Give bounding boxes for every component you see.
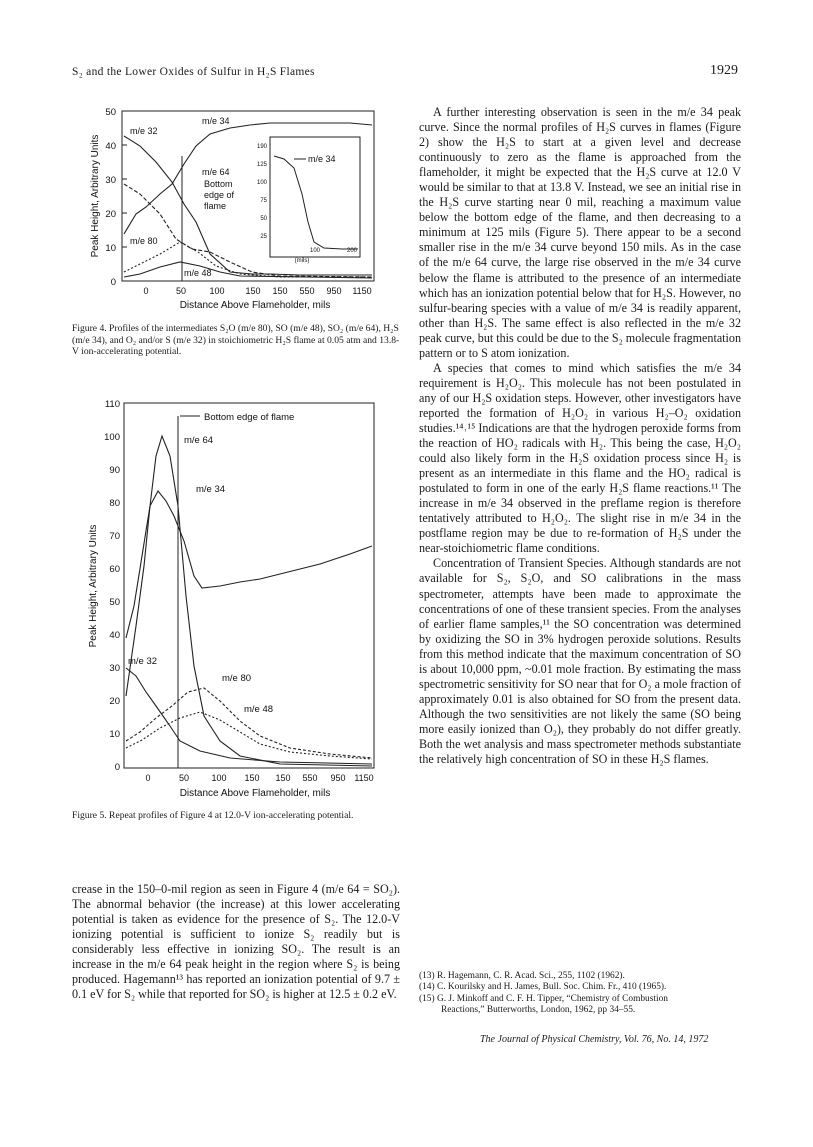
fig4-inset-ytick: 100 <box>256 180 267 186</box>
fig5-xtick: 50 <box>178 773 190 783</box>
fig4-xtick: 0 <box>143 286 149 296</box>
fig4-label-m80: m/e 80 <box>130 236 158 246</box>
fig5-xtick: 550 <box>302 773 318 783</box>
body-left-column <box>72 882 400 1002</box>
fig4-ylabel: Peak Height, Arbitrary Units <box>90 134 101 258</box>
figure-4 <box>80 104 380 312</box>
fig5-xtick: 0 <box>145 773 151 783</box>
fig4-ytick: 30 <box>105 175 116 186</box>
page-number: 1929 <box>710 63 738 78</box>
fig4-label-m34-inset: m/e 34 <box>308 154 336 164</box>
fig4-inset-units: (mils) <box>294 258 310 264</box>
fig4-inset-xtick: 100 <box>309 248 321 254</box>
fig4-label-m48: m/e 48 <box>184 268 212 278</box>
fig4-xtick: 150 <box>245 286 261 296</box>
body-right-paragraph: A further interesting observation is seen in the m/e 34 peak curve. Since the normal profiles of H₂S curves in flames (Figure 2) show the H₂S to start at a given level and decrease continuously to zero as the flame is approached from the flameholder, it might be expected that the H₂S curve at 12.0 V would be similar to that at 13.8 V. Instead, we see an initial rise in the H₂S curve starting near 0 mil, reaching a maximum value below the bottom edge of the flame, and then decreasing to a minimum at 125 mils (Figure 5). There appear to be a second smaller rise in the m/e 34 curve beyond 150 mils. As in the case of the m/e 64 curve, the large rise observed in the m/e 34 curve below the flame is attributed to the presence of an intermediate which has an ionization potential below that for H₂S. However, no sulfur-bearing species with a value of m/e 34 is readily apparent, other than H₂S. The same effect is also reflected in the m/e 32 peak curve, but this could be due to the S₂ molecule fragmentation pattern or to S atom ionization. <box>419 105 741 360</box>
running-title: S₂ and the Lower Oxides of Sulfur in H₂S Flames <box>72 66 315 78</box>
fig5-ytick: 30 <box>109 663 120 674</box>
fig5-ytick: 80 <box>109 498 120 509</box>
fig5-label-m34: m/e 34 <box>196 484 226 495</box>
fig5-xtick: 100 <box>211 773 227 783</box>
fig5-xtick: 150 <box>244 773 260 783</box>
fig5-ytick: 90 <box>109 465 120 476</box>
fig4-inset-ytick: 190 <box>256 144 267 150</box>
fig5-ytick: 20 <box>109 696 120 707</box>
fig4-xtick: 1150 <box>352 286 372 296</box>
fig4-ytick: 10 <box>105 243 116 254</box>
fig4-ytick: 50 <box>105 107 116 118</box>
fig5-x-ticks <box>145 773 373 783</box>
fig5-ytick: 10 <box>109 729 120 740</box>
figure-5-caption: Figure 5. Repeat profiles of Figure 4 at 12.0-V ion-accelerating potential. <box>72 810 354 821</box>
fig4-label-bottom: Bottom <box>204 179 233 189</box>
fig5-ylabel: Peak Height, Arbitrary Units <box>88 524 99 648</box>
fig4-xtick: 950 <box>326 286 342 296</box>
fig5-ytick: 50 <box>109 597 120 608</box>
fig5-label-m48: m/e 48 <box>244 704 274 715</box>
fig4-inset-ytick: 75 <box>260 198 267 204</box>
fig4-tick-marks <box>122 145 127 247</box>
fig4-inset-ytick: 25 <box>260 234 267 240</box>
fig5-ytick: 60 <box>109 564 120 575</box>
fig4-inset-ytick: 50 <box>260 216 267 222</box>
fig5-ytick: 100 <box>104 432 120 443</box>
body-right-column <box>419 105 741 767</box>
fig5-label-m80: m/e 80 <box>222 673 252 684</box>
fig4-inset-xtick: 200 <box>346 248 358 254</box>
references <box>419 971 759 1017</box>
fig4-ytick: 0 <box>110 277 116 288</box>
fig4-y-ticks <box>105 107 116 288</box>
fig4-label-m32: m/e 32 <box>130 126 158 136</box>
figure-4-caption: Figure 4. Profiles of the intermediates S₂O (m/e 80), SO (m/e 48), SO₂ (m/e 64), H₂S (m/e 34), and O₂ and/or S (m/e 32) in stoichiometric H₂S flame at 0.05 atm and 13.8-V ion-accelerating potential. <box>72 323 400 358</box>
body-right-paragraph: A species that comes to mind which satisfies the m/e 34 requirement is H₂O₂. This molecule has not been postulated in any of our H₂S oxidation steps. However, other investigators have reported the formation of H₂O₂ in various H₂–O₂ oxidation studies.¹⁴˒¹⁵ Indications are that the hydrogen peroxide forms from the reaction of HO₂ radicals with H₂. This being the case, H₂O₂ could also likely form in the H₂S oxidation process since H₂ is present as an intermediate in this flame and the HO₂ radical is postulated to form in one of the early H₂S flame reactions.¹¹ The increase in m/e 34 observed in the preflame region is therefore tentatively attributed to H₂O₂. The slight rise in m/e 34 in the postflame region may be due to re-formation of H₂S under the near-stoichiometric flame conditions. <box>419 360 741 556</box>
fig5-ytick: 110 <box>104 399 120 410</box>
reference-item: Reactions,” Butterworths, London, 1962, pp 34–55. <box>441 1005 636 1016</box>
fig5-ytick: 0 <box>114 762 120 773</box>
fig5-xtick: 1150 <box>354 773 374 783</box>
fig4-label-flame: flame <box>204 201 227 211</box>
fig5-ytick: 40 <box>109 630 120 641</box>
fig5-xtick: 150 <box>275 773 291 783</box>
fig4-xtick: 100 <box>209 286 225 296</box>
journal-footer: The Journal of Physical Chemistry, Vol. 76, No. 14, 1972 <box>480 1034 709 1045</box>
fig5-ytick: 70 <box>109 531 120 542</box>
fig5-label-m64: m/e 64 <box>184 435 214 446</box>
fig4-label-edge-of: edge of <box>204 190 235 200</box>
fig4-ytick: 40 <box>105 141 116 152</box>
fig5-curve-m34 <box>126 491 372 638</box>
body-left-paragraph: crease in the 150–0-mil region as seen in Figure 4 (m/e 64 = SO₂). The abnormal behavior (the increase) at this lower accelerating potential is taken as evidence for the presence of S₂. The 12.0-V ionizing potential is sufficient to ionize S₂ readily but is considerably less effective in ionizing SO₂. The result is an increase in the m/e 64 peak height in the region where S₂ is being produced. Hagemann¹³ has reported an ionization potential of 9.7 ± 0.1 eV for S₂ while that reported for SO₂ is higher at 12.5 ± 0.2 eV. <box>72 882 400 1002</box>
reference-item: (14) C. Kourilsky and H. James, Bull. Soc. Chim. Fr., 410 (1965). <box>419 982 667 993</box>
fig5-label-bottom: Bottom edge of flame <box>204 412 295 423</box>
fig5-label-m32: m/e 32 <box>128 656 158 667</box>
fig4-xlabel: Distance Above Flameholder, mils <box>179 300 331 311</box>
fig5-xlabel: Distance Above Flameholder, mils <box>179 788 331 799</box>
fig4-xtick: 150 <box>272 286 288 296</box>
body-right-paragraph: Concentration of Transient Species. Although standards are not available for S₂, S₂O, and SO calibrations in the mass spectrometer, attempts have been made to approximate the concentrations of one of these transient species. From the analyses of earlier flame samples,¹¹ the SO concentration was determined by oxidizing the SO in 3% hydrogen peroxide solutions. Results from this method indicate that the maximum concentration of SO is about 10,000 ppm, ~0.01 mole fraction. By estimating the mass spectrometric sensitivity for SO near that for O₂ a mole fraction of approximately 0.01 is also obtained for SO from the present data. Although the two sensitivities are not likely the same (SO being more easily ionized than O₂), they probably do not differ greatly. Both the wet analysis and mass spectrometer methods substantiate the relatively high concentration of SO in these H₂S flames. <box>419 556 741 767</box>
fig4-x-ticks <box>143 286 371 296</box>
fig4-xtick: 50 <box>175 286 187 296</box>
fig5-xtick: 950 <box>330 773 346 783</box>
reference-item: (15) G. J. Minkoff and C. F. H. Tipper, “Chemistry of Combustion <box>419 993 668 1004</box>
fig4-label-m34: m/e 34 <box>202 116 230 126</box>
reference-item: (13) R. Hagemann, C. R. Acad. Sci., 255, 1102 (1962). <box>419 971 625 981</box>
figure-5 <box>80 396 380 806</box>
fig4-xtick: 550 <box>299 286 315 296</box>
fig5-curve-m80 <box>126 688 372 758</box>
fig4-inset-ytick: 125 <box>256 162 267 168</box>
fig4-ytick: 20 <box>105 209 116 220</box>
fig5-curve-m48 <box>126 712 372 759</box>
fig4-label-m64: m/e 64 <box>202 167 230 177</box>
fig5-y-ticks <box>104 399 120 773</box>
